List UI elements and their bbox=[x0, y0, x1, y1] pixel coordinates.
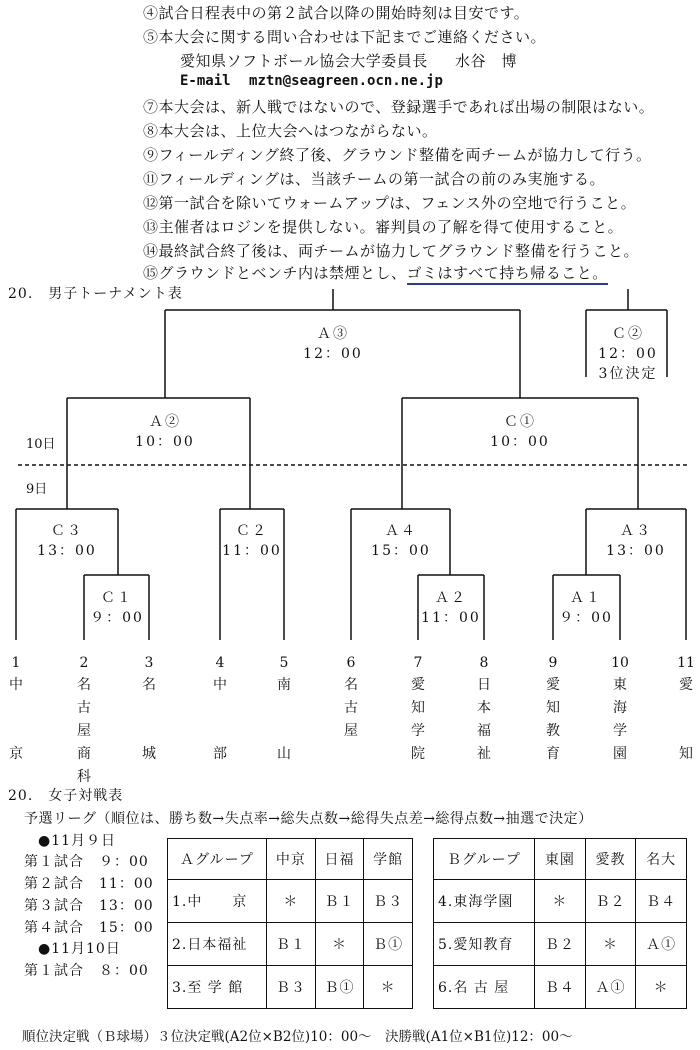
match-a2 bbox=[421, 588, 481, 628]
match-time: 13：00 bbox=[37, 543, 97, 559]
note-11: ⑪フィールディングは、当該チームの第一試合の前のみ実施する。 bbox=[143, 170, 606, 188]
match-c2 bbox=[222, 521, 282, 561]
match-time: ９：00 bbox=[90, 610, 144, 626]
note-4: ④試合日程表中の第２試合以降の開始時刻は目安です。 bbox=[143, 4, 530, 22]
match-c3 bbox=[37, 521, 97, 561]
match-a1 bbox=[559, 588, 613, 628]
team-7-name: 愛 知 学 院 bbox=[411, 677, 425, 762]
team-8-name: 日 本 福 祉 bbox=[477, 677, 491, 762]
match-time: 13：00 bbox=[606, 543, 666, 559]
team-number: 6 bbox=[346, 655, 356, 671]
schedule-date: ●11月10日 bbox=[38, 941, 121, 957]
match-name: Ｃ① bbox=[503, 414, 536, 430]
contact-person: 水谷 博 bbox=[454, 52, 517, 70]
final-ranking-line: 順位決定戦（Ｂ球場）３位決定戦(A2位×B2位)10：00～ 決勝戦(A1位×B1位)12：00～ bbox=[22, 1029, 573, 1045]
team-3-name: 名 城 bbox=[142, 677, 156, 762]
match-name: Ａ② bbox=[148, 414, 181, 430]
note-8: ⑧本大会は、上位大会へはつながらない。 bbox=[143, 122, 438, 140]
table-row: 4.東海学園 ＊ Ｂ２ Ｂ４ bbox=[434, 880, 687, 923]
match-c1-semi bbox=[490, 412, 550, 452]
schedule-slot: 第１試合 ９：00 bbox=[24, 854, 149, 870]
team-number: 1 bbox=[11, 655, 21, 671]
team-number: 8 bbox=[479, 655, 489, 671]
team-10-name: 東 海 学 園 bbox=[613, 677, 627, 762]
match-c2-third-place bbox=[598, 324, 658, 384]
note-15-prefix: ⑮グラウンドとベンチ内は禁煙とし、 bbox=[143, 264, 407, 282]
team-number: 2 bbox=[79, 655, 89, 671]
match-time: 12：00 bbox=[303, 346, 363, 362]
team-1-name: 中 京 bbox=[9, 677, 23, 762]
note-15-underlined: ゴミはすべて持ち帰ること。 bbox=[407, 264, 608, 285]
team-number: 9 bbox=[548, 655, 558, 671]
email-address: mztn@seagreen.ocn.ne.jp bbox=[249, 73, 443, 89]
match-name: Ａ４ bbox=[384, 523, 417, 539]
match-time: ９：00 bbox=[559, 610, 613, 626]
match-name: Ａ１ bbox=[569, 590, 602, 606]
table-header-row: Ｂグループ 東園 愛教 名大 bbox=[434, 839, 687, 880]
schedule-slot: 第２試合 11：00 bbox=[24, 876, 154, 892]
match-name: Ａ③ bbox=[316, 326, 349, 342]
team-number: 7 bbox=[413, 655, 423, 671]
team-4-name: 中 部 bbox=[213, 677, 227, 762]
note-13: ⑬主催者はロジンを提供しない。審判員の了解を得て使用すること。 bbox=[143, 218, 624, 236]
team-number: 5 bbox=[279, 655, 289, 671]
table-row: 5.愛知教育 Ｂ２ ＊ Ａ① bbox=[434, 923, 687, 966]
match-time: 10：00 bbox=[135, 434, 195, 450]
match-name: Ｃ２ bbox=[235, 523, 268, 539]
team-number: 10 bbox=[611, 655, 629, 671]
schedule-slot: 第１試合 ８：00 bbox=[24, 963, 149, 979]
note-5: ⑤本大会に関する問い合わせは下記までご連絡ください。 bbox=[143, 28, 547, 46]
schedule-date: ●11月９日 bbox=[38, 833, 117, 849]
match-name: Ａ２ bbox=[434, 590, 467, 606]
match-time: 15：00 bbox=[371, 543, 431, 559]
team-number: 3 bbox=[144, 655, 154, 671]
match-c1 bbox=[90, 588, 144, 628]
table-row: 6.名 古 屋 Ｂ４ Ａ① ＊ bbox=[434, 966, 687, 1009]
team-number: 11 bbox=[677, 655, 695, 671]
league-rule: 予選リーグ（順位は、勝ち数→失点率→総失点数→総得失点差→総得点数→抽選で決定） bbox=[24, 811, 593, 827]
table-row: 1.中 京 ＊ Ｂ１ Ｂ３ bbox=[168, 880, 413, 923]
team-5-name: 南 山 bbox=[277, 677, 291, 762]
group-b-table bbox=[433, 838, 687, 1009]
match-name: Ｃ３ bbox=[50, 523, 83, 539]
team-number: 4 bbox=[215, 655, 225, 671]
table-row: 3.至 学 館 Ｂ３ Ｂ① ＊ bbox=[168, 966, 413, 1009]
day-9-label: 9日 bbox=[26, 482, 48, 497]
day-10-label: 10日 bbox=[26, 437, 56, 452]
team-9-name: 愛 知 教 育 bbox=[546, 677, 560, 762]
schedule-slot: 第３試合 13：00 bbox=[24, 898, 154, 914]
women-title: 20. 女子対戦表 bbox=[8, 788, 124, 804]
match-note: 3位決定 bbox=[598, 366, 658, 382]
note-7: ⑦本大会は、新人戦ではないので、登録選手であれば出場の制限はない。 bbox=[143, 98, 655, 116]
match-time: 11：00 bbox=[421, 610, 481, 626]
match-name: Ｃ② bbox=[611, 326, 644, 342]
match-a3 bbox=[606, 521, 666, 561]
match-time: 12：00 bbox=[598, 346, 658, 362]
match-a4 bbox=[371, 521, 431, 561]
match-name: Ａ３ bbox=[619, 523, 652, 539]
match-time: 11：00 bbox=[222, 543, 282, 559]
note-14: ⑭最終試合終了後は、両チームが協力してグラウンド整備を行うこと。 bbox=[143, 242, 640, 260]
note-9: ⑨フィールディング終了後、グラウンド整備を両チームが協力して行う。 bbox=[143, 146, 652, 164]
note-12: ⑫第一試合を除いてウォームアップは、フェンス外の空地で行うこと。 bbox=[143, 194, 637, 212]
team-2-name: 名 古 屋 商 科 bbox=[77, 677, 91, 785]
schedule-slot: 第４試合 15：00 bbox=[24, 920, 154, 936]
table-row: 2.日本福祉 Ｂ１ ＊ Ｂ① bbox=[168, 923, 413, 966]
team-11-name: 愛 知 bbox=[679, 677, 693, 762]
table-header-row: Ａグループ 中京 日福 学館 bbox=[168, 839, 413, 880]
team-6-name: 名 古 屋 bbox=[344, 677, 358, 739]
match-name: Ｃ１ bbox=[100, 590, 133, 606]
contact-org: 愛知県ソフトボール協会大学委員長 bbox=[180, 52, 428, 70]
match-a3-final bbox=[303, 324, 363, 364]
men-title: 20. 男子トーナメント表 bbox=[8, 286, 183, 302]
group-a-table bbox=[167, 838, 413, 1009]
match-a2-semi bbox=[135, 412, 195, 452]
match-time: 10：00 bbox=[490, 434, 550, 450]
email-label: E-mail bbox=[180, 73, 231, 89]
